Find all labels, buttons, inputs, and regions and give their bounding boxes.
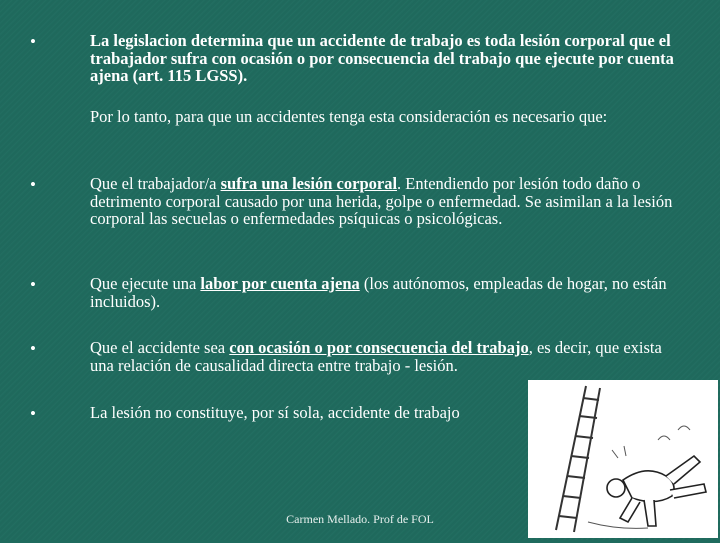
bullet-1: • xyxy=(30,32,36,51)
p5-text-a: Que el accidente sea xyxy=(90,338,230,357)
bullet-2: • xyxy=(30,175,36,194)
p3-underlined: sufra una lesión corporal xyxy=(220,174,398,193)
paragraph-intro: Por lo tanto, para que un accidentes tenga esta consideración es necesario que: xyxy=(90,107,608,126)
paragraph-lesion-sola: La lesión no constituye, por sí sola, accidente de trabajo xyxy=(90,403,460,422)
paragraph-cuenta-ajena xyxy=(90,275,680,310)
bullet-5: • xyxy=(30,404,36,423)
paragraph-lesion xyxy=(90,175,680,228)
p4-text-b: (los autónomos, empleadas de hogar, no están incluidos). xyxy=(90,274,667,311)
p4-underlined: labor por cuenta ajena xyxy=(200,274,360,293)
p3-text-a: Que el trabajador/a xyxy=(90,174,221,193)
p3-text-b: . Entendiendo por lesión todo daño o detrimento corporal causado por una herida, golpe o enfermedad. Se asimilan a la lesión corporal las secuelas o enfermedades psíquicas o psicológicas. xyxy=(90,174,673,228)
paragraph-definition: La legislacion determina que un accidente de trabajo es toda lesión corporal que el trabajador sufra con ocasión o por consecuencia del trabajo que ejecute por cuenta ajena (art. 115 LGSS). xyxy=(90,31,674,85)
p5-underlined: con ocasión o por consecuencia del trabajo xyxy=(229,338,529,357)
p5-text-b: , es decir, que exista una relación de causalidad directa entre trabajo - lesión. xyxy=(90,338,662,375)
footer-author: Carmen Mellado. Prof de FOL xyxy=(286,512,434,526)
p4-text-a: Que ejecute una xyxy=(90,274,201,293)
bullet-3: • xyxy=(30,275,36,294)
paragraph-causalidad xyxy=(90,339,680,374)
bullet-4: • xyxy=(30,339,36,358)
